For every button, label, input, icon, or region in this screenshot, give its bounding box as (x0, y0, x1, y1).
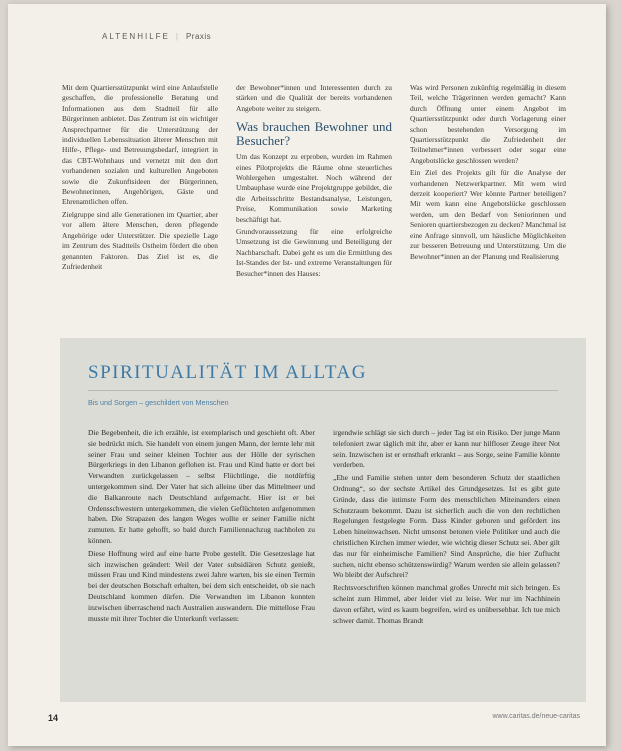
box-column-1 (88, 428, 315, 628)
paragraph: Ein Ziel des Projekts gilt für die Analyse der vorhandenen Netzwerkpartner. Mit wem wird derzeit kooperiert? Wer könnte Partner beteiligen? Mit wem kann eine Angebotslücke geschlossen werden, um den Bedarf von Seniorinnen und Senioren quartiersbezogen zu decken? Manchmal ist eine Anfrage sinnvoll, um häusliche Möglichkeiten zur besseren Betreuung und Unterstützung. Um die Bewohner*innen an der Planung und Realisierung (410, 168, 566, 261)
section-label: ALTENHILFE (102, 32, 170, 41)
subsection-label: Praxis (185, 32, 212, 41)
paragraph: Was wird Personen zukünftig regelmäßig in diesem Teil, welche Trägerinnen werden gemacht? Kann durch Öffnung unter einem Angebot im Quartiersstützpunkt oder durch Vorlagerung einer schon bestehenden Versorgung im Quartiersstützpunkt die Zufriedenheit der Teilnehmer*innen verbessert oder sogar eine Angebotslücke geschlossen werden? (410, 83, 566, 165)
box-column-2 (333, 428, 560, 628)
box-intro: Bis und Sorgen – geschildert von Menschen (88, 398, 229, 407)
paragraph: Zielgruppe sind alle Generationen im Quartier, aber vor allem ältere Menschen, deren pflegende Angehörige oder Unterstützer. Die spezielle Lage im Zentrum des Stadtteils Ostheim fördert die oben genannten Faktoren. Das Ziel ist es, die Zufriedenheit (62, 209, 218, 271)
paragraph: irgendwie schlägt sie sich durch – jeder Tag ist ein Risiko. Der junge Mann telefoniert zwar täglich mit ihr, aber er kann nur hilfloser Zeuge ihrer Not sein. Inzwischen ist er ernsthaft erkrankt – aus Sorge, seine Familie könnte verderben. (333, 428, 560, 470)
paragraph: Grundvoraussetzung für eine erfolgreiche Umsetzung ist die Gewinnung und Beteiligung der Nachbarschaft. Dabei geht es um die Ermittlung des Ist-Standes der Ist- und extreme Veranstaltungen für Besucher*innen des Hauses: (236, 227, 392, 278)
article-columns (62, 83, 566, 281)
paragraph: Mit dem Quartiersstützpunkt wird eine Anlaufstelle geschaffen, die professionelle Beratung und Informationen aus dem Stadtteil für alle Bürgerinnen anbietet. Das Zentrum ist ein wichtiger Ansprechpartner für die Unterstützung der individuellen Lebenssituation älterer Menschen mit Hilfe-, Pflege- und Betreuungsbedarf, integriert in das CBT-Wohnhaus und vernetzt mit den dort vorhandenen sozialen und kulturellen Angeboten sowie die Zukunftsideen der Bürgerinnen, Bewohnerinnen, Angehörigen, Gäste und Ehrenamtlichen offen. (62, 83, 218, 207)
paragraph: der Bewohner*innen und Interessenten durch zu stärken und die Qualität der bereits vorhandenen Angebote weiter zu steigern. (236, 83, 392, 113)
spirituality-box (60, 338, 586, 702)
paragraph: Die Begebenheit, die ich erzähle, ist exemplarisch und geschieht oft. Aber sie bedrückt mich. Sie handelt von einem jungen Mann, der lernte lehr mit seiner Frau und seiner kleinen Tochter aus der Hölle der syrischen Bürgerkriegs in den Libanon geflohen ist. Frau und Kind hatte er dort bei Verwandten zurückgelassen – selbst Flüchtlinge, die notdürftig untergekommen sind. Der Vater hat sich alleine über das Mittelmeer und die Balkanroute nach Deutschland aufgemacht. Hier ist er bei Ordensschwestern untergekommen, die vielen Geflüchteten aufgenommen haben. Die Strapazen des langen Weges wollte er seiner Familie nicht zumuten. Er hatte gehofft, so bald durch Familiennachzug nachholen zu können. (88, 428, 315, 545)
paragraph: Diese Hoffnung wird auf eine harte Probe gestellt. Die Gesetzeslage hat sich inzwischen geändert: Weil der Vater subsidiären Schutz genießt, müssen Frau und Kind mindestens zwei Jahre warten, bis sie einen Termin bei der deutschen Botschaft erhalten, bei dem sich entscheidet, ob sie nach Deutschland kommen dürfen. Die Verwandten im Libanon konnten inzwischen überraschend nach Australien auswandern. Die mittellose Frau musste mit ihrer Tochter die Unterkunft verlassen: (88, 548, 315, 623)
paragraph: „Ehe und Familie stehen unter dem besonderen Schutz der staatlichen Ordnung“, so der sechste Artikel des Grundgesetzes. Ist es gibt gute Gründe, dass die intimste Form des menschlichen Miteinanders einen Schutzraum bekommt. Dazu ist sicherlich auch die von den rechtlichen Regelungen festgelegte Form. Dass Kinder geboren und gefördert ins Leben hineinwachsen. Nicht umsonst betonen viele Politiker und auch die christlichen Kirchen immer wieder, wie wichtig dieser Schutz sei. Aber gilt das nur für einheimische Familien? Sind Ansprüche, die hier Zuflucht suchen, nicht ebenso schützenswürdig? Warum werden sie allein gelassen? Wo bleibt der Aufschrei? (333, 473, 560, 580)
magazine-page (8, 4, 606, 746)
article-column-2 (236, 83, 392, 281)
page-number: 14 (48, 713, 59, 723)
footer-url: www.caritas.de/neue-caritas (492, 713, 580, 720)
box-title: SPIRITUALITÄT IM ALLTAG (88, 362, 367, 383)
article-column-1 (62, 83, 218, 281)
section-heading: Was brauchen Bewohner und Besucher? (236, 119, 392, 149)
box-columns (88, 428, 560, 628)
article-column-3 (410, 83, 566, 281)
box-divider (88, 390, 558, 391)
separator: | (175, 32, 180, 41)
paragraph: Um das Konzept zu erproben, wurden im Rahmen eines Pilotprojekts die Räume ohne steuerliches Wohlergehen umgestaltet. Noch während der Umbauphase wurde eine Projektgruppe gebildet, die die Arbeitsschritte Bestandsanalyse, Leistungen, Preise, Kommunikation sowie Marketing beschäftigt hat. (236, 152, 392, 224)
paragraph: Rechtsvorschriften können manchmal großes Unrecht mit sich bringen. Es scheint zum Himmel, aber leider viel zu leise. Wer nur im Nachhinein davon erfährt, wird es kaum begreifen, wird es unübersehbar. Ich tue mich schwer damit. Thomas Brandt (333, 583, 560, 625)
running-head (102, 32, 211, 41)
